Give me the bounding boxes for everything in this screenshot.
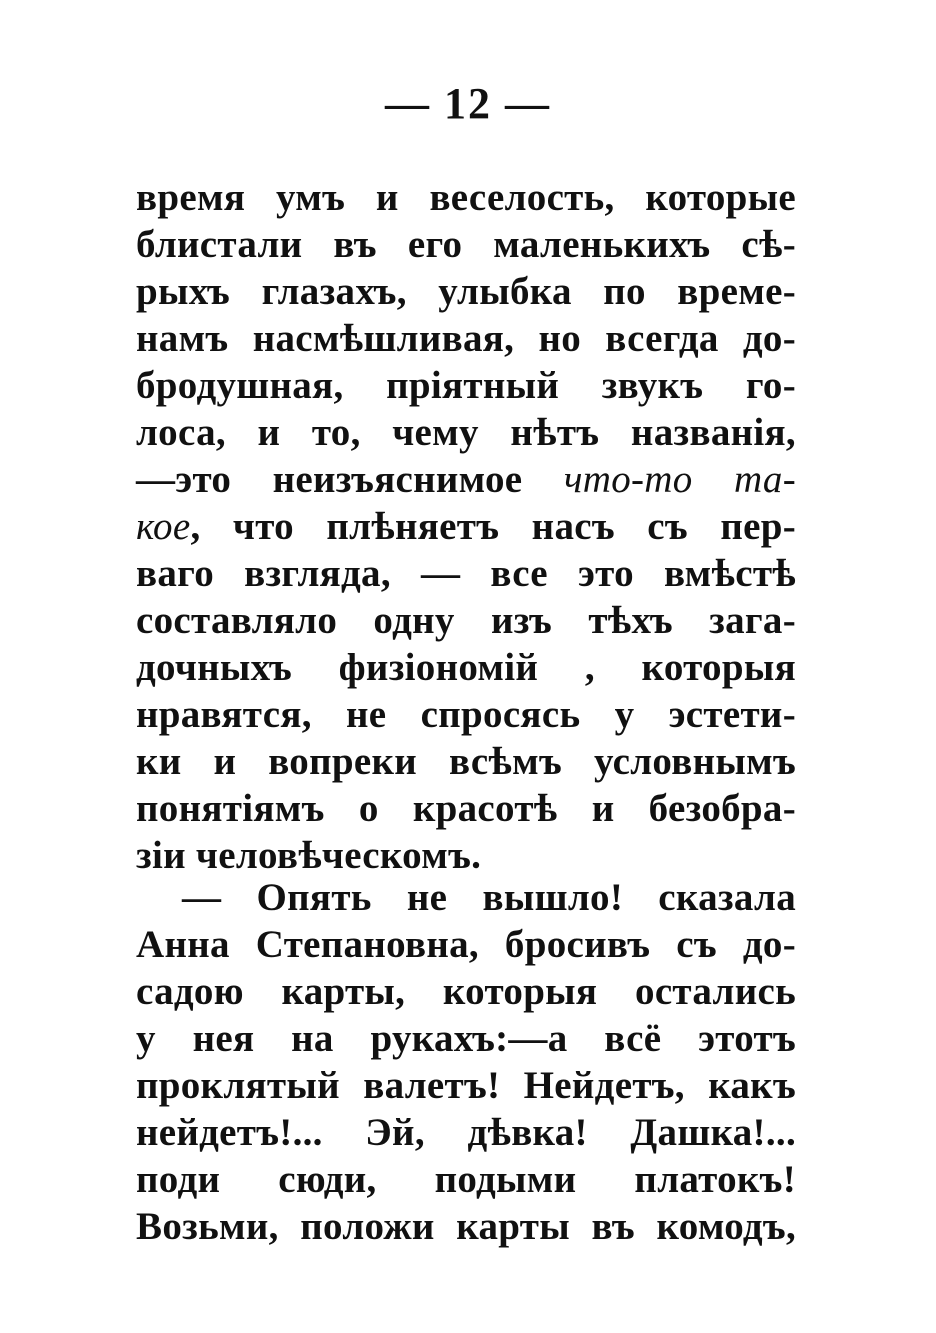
- paragraph-1: [136, 174, 796, 879]
- text-line: нравятся, не спросясь у эстети-: [136, 693, 796, 736]
- text-line: у нея на рукахъ:—а всё этотъ: [136, 1017, 796, 1060]
- text-line: [136, 456, 796, 503]
- text-line: намъ насмѣшливая, но всегда до-: [136, 317, 796, 360]
- text-line: ваго взгляда, — все это вмѣстѣ: [136, 552, 796, 595]
- text-line: садою карты, которыя остались: [136, 970, 796, 1013]
- text-line: — Опять не вышло! сказала: [182, 876, 796, 919]
- text-line: проклятый валетъ! Нейдетъ, какъ: [136, 1064, 796, 1107]
- text-line: дочныхъ физіономій , которыя: [136, 646, 796, 689]
- text-line: поди сюди, подыми платокъ!: [136, 1158, 796, 1201]
- text-segment: , что плѣняетъ насъ съ пер-: [190, 505, 796, 548]
- text-line: [136, 503, 796, 550]
- text-line: лоса, и то, чему нѣтъ названія,: [136, 411, 796, 454]
- text-line: бродушная, пріятный звукъ го-: [136, 364, 796, 407]
- italic-phrase: что-то та-: [563, 458, 796, 501]
- text-line: понятіямъ о красотѣ и безобра-: [136, 787, 796, 830]
- text-line: рыхъ глазахъ, улыбка по време-: [136, 270, 796, 313]
- text-segment: —это неизъяснимое: [136, 458, 564, 501]
- paragraph-2: [136, 874, 796, 1250]
- page-number: — 12 —: [385, 79, 551, 128]
- text-line: ки и вопреки всѣмъ условнымъ: [136, 740, 796, 783]
- italic-phrase: кое: [136, 505, 191, 548]
- text-line: блистали въ его маленькихъ сѣ-: [136, 223, 796, 266]
- text-line: время умъ и веселость, которые: [136, 176, 796, 219]
- text-line: зіи человѣческомъ.: [136, 834, 482, 877]
- text-line: нейдетъ!... Эй, дѣвка! Дашка!...: [136, 1111, 796, 1154]
- text-line: Возьми, положи карты въ комодъ,: [136, 1205, 796, 1248]
- text-line: составляло одну изъ тѣхъ зага-: [136, 599, 796, 642]
- text-line: Анна Степановна, бросивъ съ до-: [136, 923, 796, 966]
